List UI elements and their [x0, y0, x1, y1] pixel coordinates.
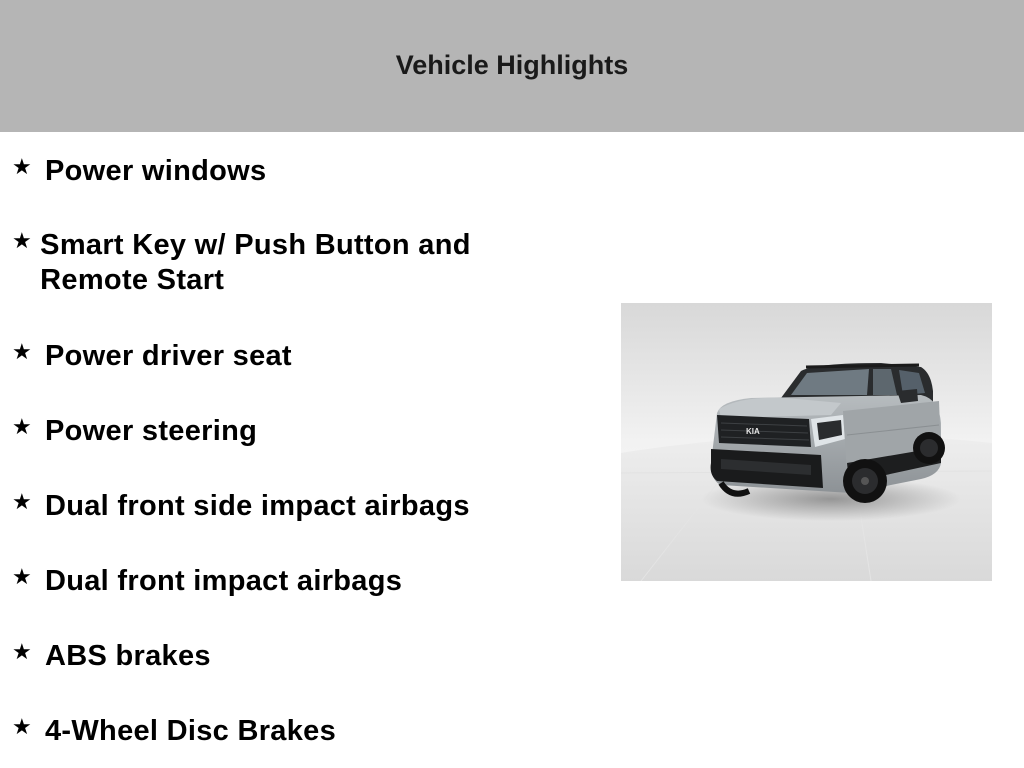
list-item	[12, 228, 572, 298]
list-item	[12, 564, 572, 599]
list-item	[12, 639, 572, 674]
list-item	[12, 489, 572, 524]
list-item	[12, 154, 572, 189]
star-icon: ★	[12, 229, 32, 254]
list-item	[12, 339, 572, 374]
star-icon: ★	[12, 340, 32, 365]
list-item	[12, 414, 572, 449]
star-icon: ★	[12, 565, 32, 590]
highlight-label: ABS brakes	[45, 640, 211, 672]
highlight-label: Dual front side impact airbags	[45, 490, 470, 522]
page-title: Vehicle Highlights	[395, 49, 629, 80]
star-icon: ★	[12, 490, 32, 515]
highlight-label: Power windows	[45, 155, 267, 187]
vehicle-photo	[621, 303, 992, 581]
highlight-label: Power driver seat	[45, 340, 292, 372]
highlight-label: Dual front impact airbags	[45, 565, 403, 597]
star-icon: ★	[12, 415, 32, 440]
svg-text:KIA: KIA	[746, 427, 760, 436]
star-icon: ★	[12, 640, 32, 665]
highlight-label: Smart Key w/ Push Button and Remote Start	[40, 229, 471, 296]
highlight-label: Power steering	[45, 415, 258, 447]
star-icon: ★	[12, 715, 32, 740]
list-item	[12, 714, 572, 749]
highlight-label: 4-Wheel Disc Brakes	[45, 715, 336, 747]
suv-image	[621, 303, 992, 581]
star-icon: ★	[12, 155, 32, 180]
